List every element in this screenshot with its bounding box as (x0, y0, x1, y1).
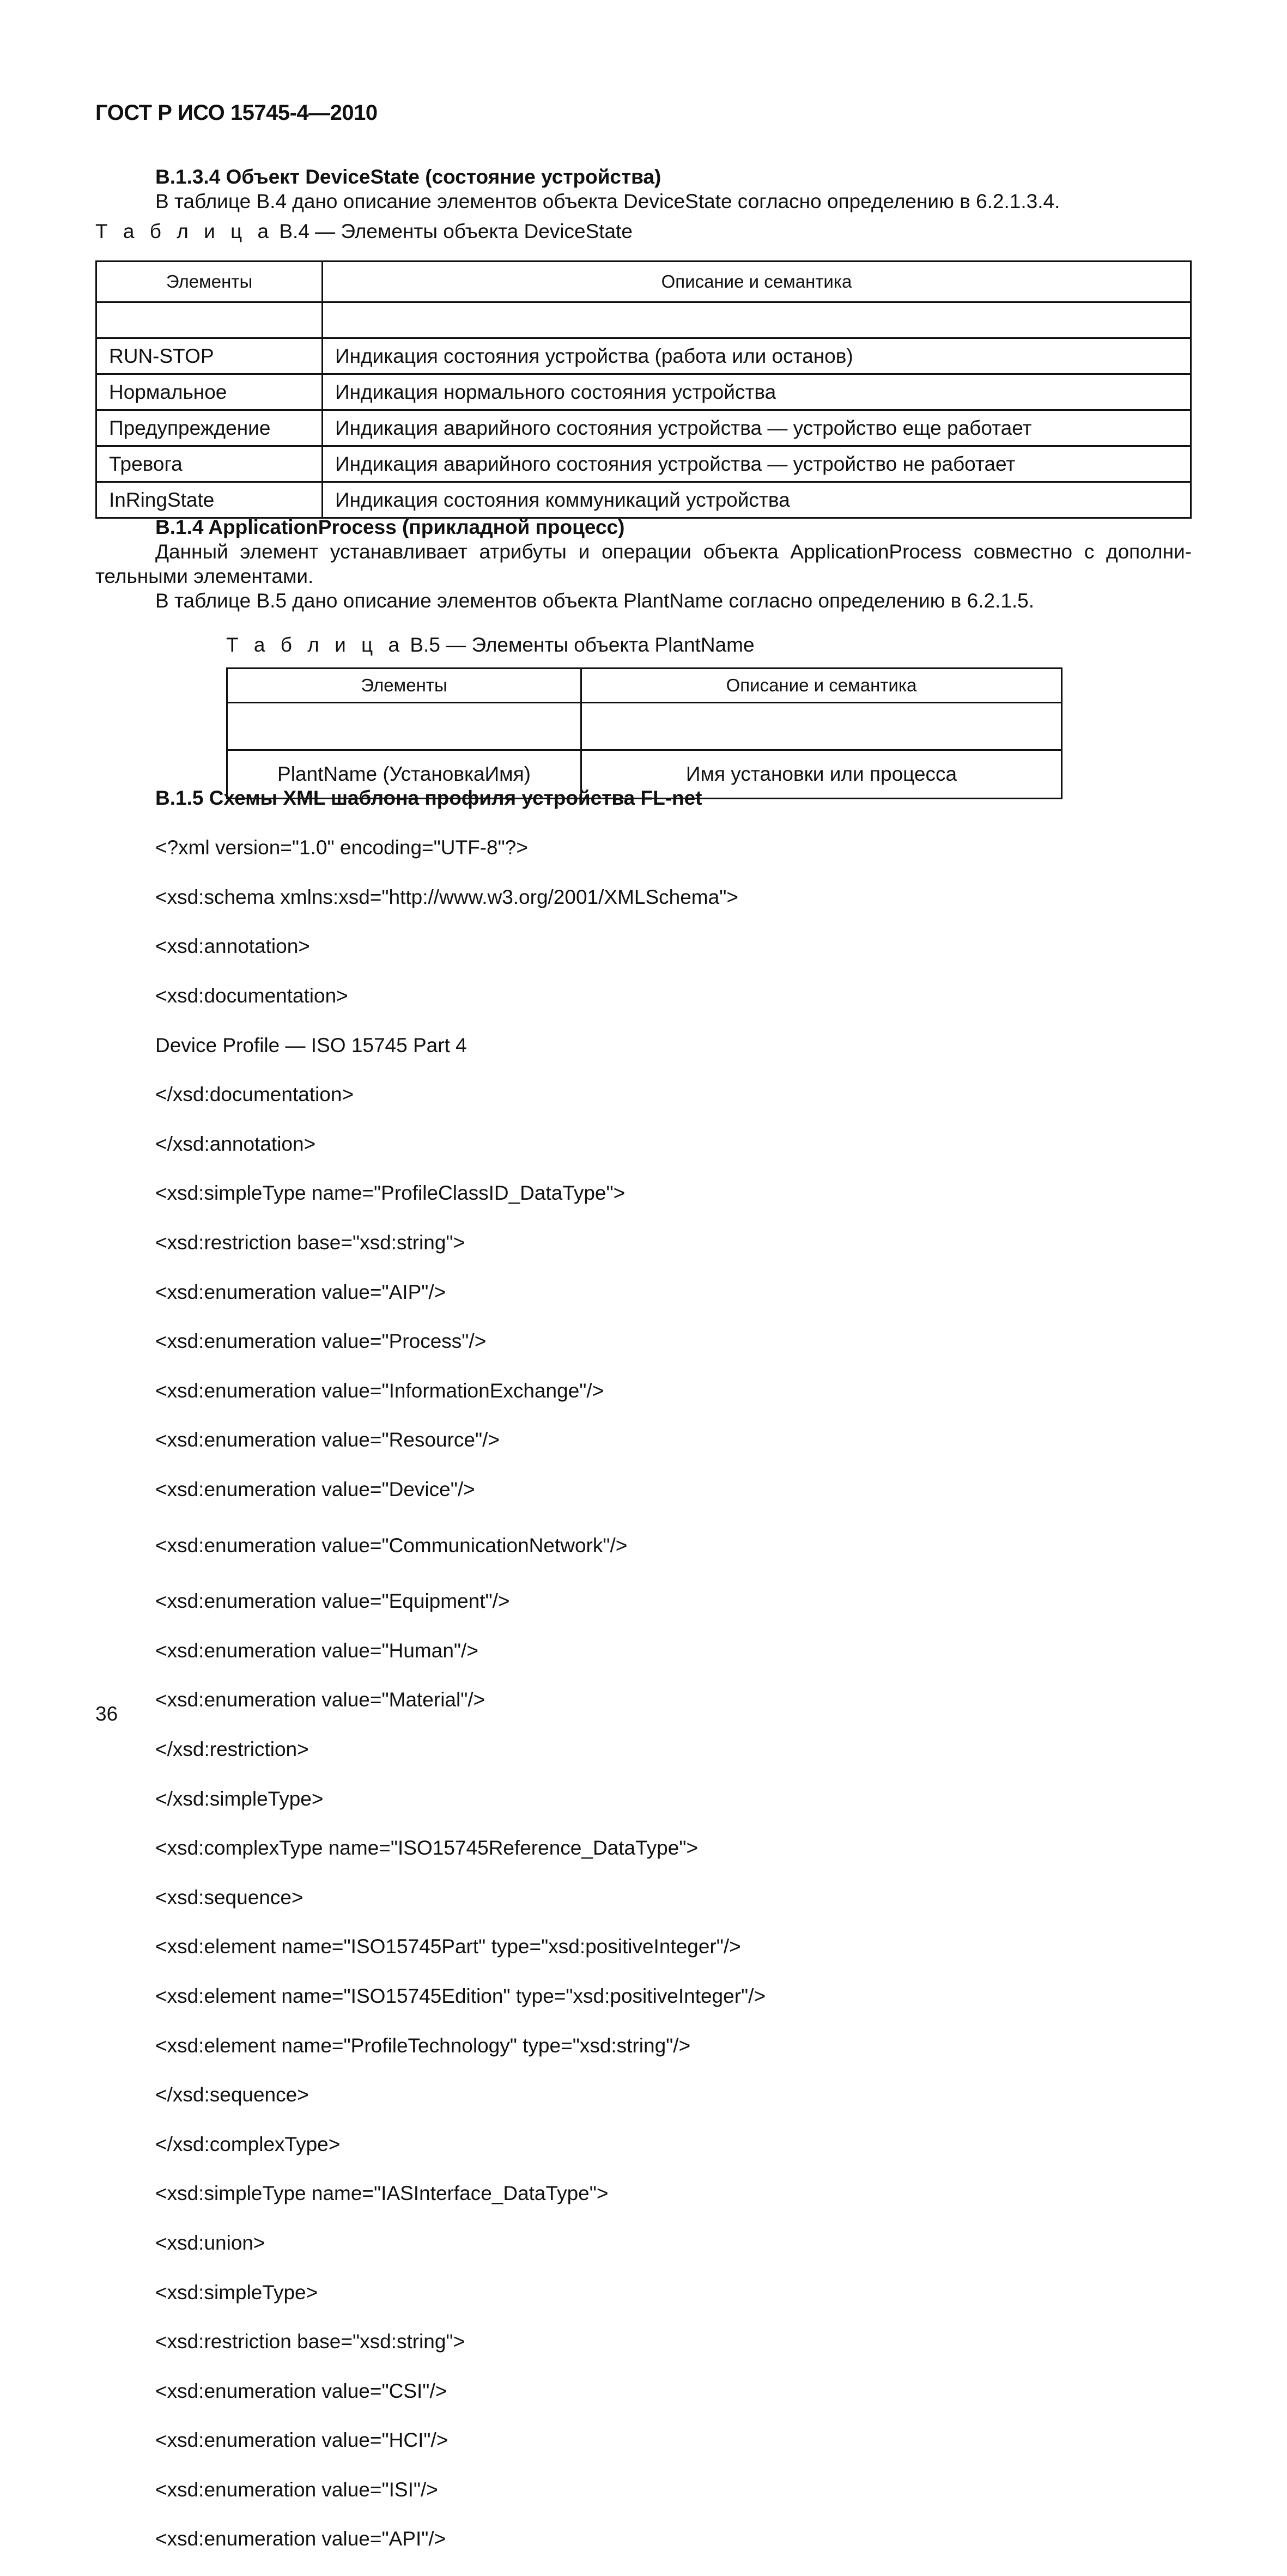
column-header: Описание и семантика (323, 262, 1191, 302)
column-header: Элементы (96, 262, 323, 302)
table-cell: InRingState (96, 482, 323, 518)
table-row (96, 410, 1191, 446)
code-line: <xsd:element name="ISO15745Edition" type="xsd:positiveInteger"/> (155, 1984, 766, 2007)
table-header-row (227, 669, 1062, 703)
table-cell: Индикация состояния коммуникаций устройства (323, 482, 1191, 518)
code-line: <xsd:sequence> (155, 1886, 303, 1909)
code-line: Device Profile — ISO 15745 Part 4 (155, 1034, 467, 1056)
column-header: Элементы (227, 669, 581, 703)
code-line: <xsd:enumeration value="Human"/> (155, 1639, 478, 1662)
table-b4 (95, 260, 1192, 519)
section-b14 (95, 515, 1192, 613)
section-heading: B.1.4 ApplicationProcess (прикладной процесс) (155, 516, 625, 538)
table-cell: Имя установки или процесса (581, 750, 1062, 799)
table-header-row (96, 262, 1191, 302)
code-line: <xsd:enumeration value="CSI"/> (155, 2379, 447, 2402)
code-line: <xsd:simpleType name="ProfileClassID_DataType"> (155, 1182, 626, 1205)
code-line: <xsd:restriction base="xsd:string"> (155, 1231, 465, 1254)
header-separator (227, 703, 1062, 750)
code-line: <?xml version="1.0" encoding="UTF-8"?> (155, 836, 528, 859)
table-cell: Предупреждение (96, 410, 323, 446)
table-cell: PlantName (УстановкаИмя) (227, 750, 581, 799)
paragraph: В таблице В.5 дано описание элементов объекта PlantName согласно определению в 6.2.1.5. (155, 590, 1035, 612)
xml-code-block (155, 811, 766, 2576)
code-line: <xsd:enumeration value="Resource"/> (155, 1429, 500, 1451)
section-heading: B.1.3.4 Объект DeviceState (состояние устройства) (155, 166, 661, 188)
section-b15 (95, 786, 1192, 810)
code-line: <xsd:simpleType> (155, 2281, 318, 2304)
code-line: </xsd:annotation> (155, 1132, 316, 1155)
code-line: <xsd:complexType name="ISO15745Reference_DataType"> (155, 1837, 699, 1860)
column-header: Описание и семантика (581, 669, 1062, 703)
code-line: </xsd:sequence> (155, 2083, 309, 2106)
table-cell: Индикация аварийного состояния устройства — устройство не работает (323, 446, 1191, 482)
code-line: <xsd:enumeration value="Equipment"/> (155, 1590, 510, 1613)
table-cell: RUN-STOP (96, 338, 323, 374)
code-line: </xsd:documentation> (155, 1083, 354, 1106)
page-number: 36 (95, 1703, 118, 1725)
code-line: </xsd:complexType> (155, 2133, 341, 2155)
code-line: <xsd:restriction base="xsd:string"> (155, 2330, 465, 2353)
table-caption (95, 219, 1192, 244)
code-line: <xsd:enumeration value="CommunicationNetwork"/> (155, 1534, 628, 1557)
paragraph: Данный элемент устанавливает атрибуты и операции объекта ApplicationProcess совместно с дополни-тельными элементами. (95, 540, 1192, 587)
code-line: <xsd:documentation> (155, 985, 348, 1007)
table-row (96, 482, 1191, 518)
paragraph: В таблице В.4 дано описание элементов объекта DeviceState согласно определению в 6.2.1.3.4. (155, 190, 1060, 212)
code-line: <xsd:element name="ISO15745Part" type="xsd:positiveInteger"/> (155, 1935, 741, 1958)
table-row (96, 374, 1191, 410)
table-caption (226, 634, 755, 657)
caption-prefix: Т а б л и ц а (226, 634, 405, 656)
code-line: <xsd:annotation> (155, 935, 310, 958)
table-cell: Индикация нормального состояния устройства (323, 374, 1191, 410)
document-code: ГОСТ Р ИСО 15745-4—2010 (95, 101, 378, 125)
table-cell: Тревога (96, 446, 323, 482)
table-b5 (226, 667, 1063, 799)
table-row (96, 338, 1191, 374)
table-row (96, 446, 1191, 482)
header-separator (96, 302, 1191, 338)
section-heading: B.1.5 Схемы XML шаблона профиля устройства FL-net (155, 787, 702, 809)
section-b134 (95, 165, 1192, 244)
code-line: <xsd:enumeration value="HCI"/> (155, 2429, 448, 2452)
code-line: <xsd:enumeration value="Material"/> (155, 1688, 485, 1711)
caption-prefix: Т а б л и ц а (95, 220, 274, 242)
code-line: </xsd:restriction> (155, 1737, 309, 1760)
code-line: <xsd:enumeration value="ISI"/> (155, 2478, 438, 2501)
code-line: <xsd:enumeration value="InformationExchange"/> (155, 1379, 604, 1402)
caption-text: В.4 — Элементы объекта DeviceState (279, 220, 633, 242)
code-line: <xsd:union> (155, 2231, 265, 2254)
caption-text: В.5 — Элементы объекта PlantName (410, 634, 755, 656)
code-line: <xsd:schema xmlns:xsd="http://www.w3.org/2001/XMLSchema"> (155, 885, 738, 908)
table-cell: Индикация состояния устройства (работа или останов) (323, 338, 1191, 374)
table-cell: Индикация аварийного состояния устройства — устройство еще работает (323, 410, 1191, 446)
code-line: <xsd:enumeration value="API"/> (155, 2528, 446, 2550)
code-line: <xsd:element name="ProfileTechnology" type="xsd:string"/> (155, 2034, 691, 2057)
table-cell: Нормальное (96, 374, 323, 410)
code-line: <xsd:enumeration value="Device"/> (155, 1478, 475, 1501)
code-line: <xsd:enumeration value="Process"/> (155, 1330, 487, 1353)
code-line: <xsd:enumeration value="AIP"/> (155, 1280, 446, 1303)
code-line: </xsd:simpleType> (155, 1787, 324, 1810)
code-line: <xsd:simpleType name="IASInterface_DataType"> (155, 2182, 609, 2205)
